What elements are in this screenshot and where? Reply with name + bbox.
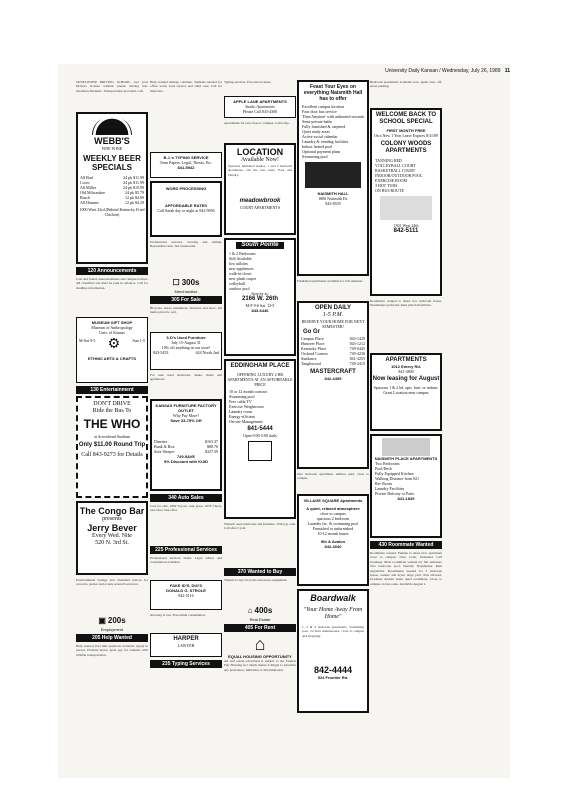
classified-text: Help wanted listings continue. Students needed for office work, food service and child care. Call for interview. (150, 80, 222, 93)
item-name: Coors (80, 180, 90, 185)
congo-line3: Every Wed. Nite (92, 533, 132, 539)
eho-text: EQUAL HOUSING OPPORTUNITY (228, 654, 292, 659)
who-line1: DON'T DRIVE (93, 401, 131, 407)
item-name: All Miller (80, 185, 97, 190)
classified-text: One bedroom apartment, utilities paid, close to campus. (297, 472, 369, 481)
list-item: BASKETBALL COURT (375, 168, 416, 173)
colony-phone: 842-5111 (393, 228, 419, 234)
item-name: All Hamms (80, 200, 99, 205)
classified-text: Cars for sale. 1982 Toyota, runs great. 1978 Chevy, new tires, best offer. (150, 504, 222, 513)
boardwalk-line1: "Your Home Away From Home" (303, 607, 363, 620)
open-daily-title: OPEN DAILY (314, 305, 352, 311)
congo-line2: Jerry Bever (87, 523, 137, 533)
harper-ad (150, 633, 222, 657)
congo-title: The Congo Bar (79, 506, 145, 516)
kf-phone: 749-5AVE (176, 454, 196, 459)
column-4 (297, 80, 369, 716)
item-value: 843-1429 (349, 336, 365, 341)
list-item: Fully furnished & carpeted (302, 124, 346, 129)
column-2 (150, 80, 222, 670)
kf-footer: 5% Discount with KUID (163, 459, 208, 464)
list-item: Semi-private baths (302, 119, 333, 124)
village-line1: A quiet, relaxed atmosphere (306, 506, 360, 511)
list-item: Active social calendar (302, 134, 338, 139)
furniture-phone: 843-5453 (153, 350, 169, 355)
furniture-ad (150, 332, 222, 370)
merchandise-section-header (150, 278, 222, 287)
list-item: Laundry room (229, 409, 252, 414)
house-icon: ⌂ (247, 606, 253, 615)
list-item: Optional payment plans (302, 149, 341, 154)
list-item: Swimming pool (302, 154, 328, 159)
village-address: 9th & Avalon (320, 539, 346, 544)
classified-text: Wanted: used textbooks and furniture. Will pay cash. Call after 5 p.m. (224, 522, 296, 531)
museum-ad (76, 317, 148, 383)
harper-sub: LAWYER (177, 643, 195, 648)
item-value: $163.37 (205, 439, 218, 444)
classified-text: Professional services, tutoring and editing. Reasonable rates, fast turnaround. (150, 240, 222, 249)
naismith-place-title: NAISMITH PLACE APARTMENTS (374, 456, 438, 461)
apartments-ad (370, 353, 442, 431)
list-item: Fully Equipped Kitchen (375, 471, 414, 476)
apple-lane-line1: Studio Apartments (245, 104, 275, 109)
list-item: Energy efficient (229, 414, 255, 419)
column-1 (76, 80, 148, 704)
welcome-title: WELCOME BACK TO SCHOOL SPECIAL (375, 112, 437, 125)
list-item: outdoor pool (229, 286, 250, 291)
open-daily-hours: 1-5 P.M. (322, 312, 344, 318)
list-item: VOLLEYBALL COURT (375, 163, 416, 168)
item-value: 24 pk $10.99 (123, 185, 144, 190)
tag-icon: ☐ (172, 278, 180, 287)
classified-text: Professional services listed. Legal advice and consultation available. (150, 556, 222, 565)
page-header (300, 68, 510, 74)
apple-lane-ad (224, 96, 296, 118)
apartments-title: APARTMENTS (385, 357, 427, 363)
wp-line: Call Sarah day or night at 842-9056 (157, 208, 215, 213)
boardwalk-ad (297, 589, 369, 713)
list-item: Rec Room (375, 481, 392, 486)
bj-typing-ad (150, 152, 222, 178)
webbs-address: 1900 West 23rd (Behind Kentucky Fried Chicken) (79, 207, 145, 217)
location-ad (224, 143, 296, 235)
eddingham-ad (224, 359, 296, 519)
word-processing-ad (150, 181, 222, 237)
item-value: 12 pk $4.29 (125, 200, 144, 205)
item-name: Hanover Place (301, 341, 325, 346)
item-value: 749-0445 (349, 346, 365, 351)
item-name: Tanglewood (301, 361, 321, 366)
museum-footer: ETHNIC ARTS & CRAFTS (87, 356, 137, 361)
naismith-hall-ad (297, 80, 369, 276)
classified-text: All real estate advertised is subject to the Federal Fair Housing Act which makes it illegal to advertise any preference, limitation or discrimination. (224, 659, 296, 672)
furniture-title: 3-D's Used Furniture (166, 335, 206, 340)
boardwalk-address: 524 Frontier Rd. (317, 675, 349, 680)
typing-title: B.J.'s TYPING SERVICE (163, 155, 209, 160)
southpointe-items (226, 251, 294, 291)
item-value: 749-4236 (349, 351, 365, 356)
list-item: 10 or 12 month contract (229, 389, 268, 394)
item-value: 24 pk $5.79 (125, 190, 144, 195)
list-item: INDOOR/OUTDOOR POOL (375, 173, 423, 178)
item-value: $327.39 (205, 449, 218, 454)
boardwalk-body: 1, 2 & 3 bedroom apartments. Swimming pool, 24 hour maintenance, close to campus and shopping. (302, 625, 364, 638)
who-line6: Call 843-9273 for Details (81, 452, 143, 458)
apartments-line3: Great Location near campus (383, 390, 429, 395)
employment-sub: Employment (100, 627, 124, 632)
sp-address: 2166 W. 26th (241, 296, 279, 302)
classified-text: Help wanted. Part time positions available. Apply in person. Flexible hours, great pay for students with reliable transportation. (76, 644, 148, 657)
help-wanted-bar: 205 Help Wanted (76, 634, 148, 642)
list-item: On-site Management (229, 419, 263, 424)
apple-lane-line2: Please Call 843-4300 (242, 109, 278, 114)
list-item: 3 HOT TUBS (375, 183, 398, 188)
who-line5: Only $11.00 Round Trip (78, 442, 146, 448)
item-value: 749-2415 (349, 361, 365, 366)
eddingham-hours: Open 9:00-5:00 daily (242, 433, 278, 438)
naismith-place-ad (370, 434, 442, 538)
museum-line1: Museum of Anthropology (91, 325, 133, 330)
briefcase-icon: ▣ (98, 616, 106, 625)
museum-hours-right: Sun 1-5 (132, 338, 145, 343)
typing-bar: 235 Typing Services (150, 660, 222, 668)
open-daily-ad (297, 301, 369, 469)
kf-title: KANSAS FURNITURE FACTORY OUTLET (155, 403, 217, 413)
webbs-tagline: FINE WINE (101, 146, 123, 151)
for-rent-bar: 405 For Rent (224, 624, 296, 632)
naismith-place-items (372, 461, 440, 496)
list-item: new appliances (229, 266, 254, 271)
location-title: LOCATION (236, 147, 284, 157)
harper-title: HARPER (173, 636, 199, 642)
list-item: Excellent campus location (302, 104, 345, 109)
fake-ids-ad (150, 580, 222, 610)
item-value: $88.76 (207, 444, 218, 449)
eddingham-subtitle: OFFERING LUXURY 2 BR APARTMENTS AT AN AFFORDABLE PRICE (227, 372, 293, 387)
list-item: Still Available (229, 256, 252, 261)
item-name: Old Milwaukee (80, 190, 105, 195)
classified-text: Roommate wanted. Female to share nice apartment close to campus. Own room, furnished. Call evenings. Male roommate wanted for fall semester. Two bedroom, pool, laundry. Nonsmoker. Rent negotiable. Roommates needed for 3 bedroom house, washer and dryer, large yard. Pets allowed. Graduate student seeks quiet roommate. Close to campus on bus route. Available August 1. (370, 551, 442, 586)
header-text: University Daily Kansan / Wednesday, July 26, 1989 (385, 68, 501, 74)
list-item: new plush carpet (229, 276, 257, 281)
webbs-items (78, 175, 146, 205)
welcome-line2: On a New 1 Year Lease Expires 8/31/89 (373, 133, 439, 138)
column-5 (370, 80, 442, 751)
boardwalk-title: Boardwalk (310, 593, 356, 603)
furniture-address: 624 North 2nd (195, 350, 219, 355)
naismith-place-graphic (382, 438, 430, 456)
list-item: ON BUS ROUTE (375, 188, 404, 193)
item-value: 24 pk $11.99 (123, 175, 144, 180)
apartments-phone: 841-3800 (398, 369, 414, 374)
auto-parts-bar: 340 Auto Sales (150, 494, 222, 502)
announcements-bar: 120 Announcements (76, 267, 148, 275)
congo-line1: presents (102, 516, 122, 522)
congo-ad (76, 501, 148, 575)
list-item: volleyball (229, 281, 245, 286)
merch-sub: Merchandise (174, 289, 198, 294)
who-line4: at Arrowhead Stadium (94, 434, 130, 439)
classified-text: Typing services. Fast and accurate. (224, 80, 272, 84)
classified-text: Bedroom apartments available now. Quiet area, off-street parking. (370, 80, 442, 89)
colony-woods-ad (370, 108, 442, 296)
real-estate-sub: Real Estate (249, 617, 271, 622)
list-item: Two Bedrooms (375, 461, 400, 466)
webbs-title: WEEKLY BEER SPECIALS (83, 154, 141, 172)
village-line4: Laundry fac. & swimming pool (307, 521, 359, 526)
list-item: 'Dine Anytime' with unlimited seconds (302, 114, 365, 119)
village-line5: Furnished or unfurnished (312, 526, 354, 531)
who-line3: THE WHO (83, 417, 141, 431)
welcome-line1: FIRST MONTH FREE (386, 128, 426, 133)
village-line3: spacious 2 bedroom (317, 516, 349, 521)
open-daily-line: RESERVE YOUR HOME FOR NEXT SEMESTER! (301, 319, 365, 329)
list-item: Swimming pool (229, 394, 255, 399)
list-item: Laundry Facilities (375, 486, 405, 491)
museum-title: MUSEUM GIFT SHOP (91, 320, 133, 325)
village-phone: 842-3040 (324, 544, 342, 549)
building-icon (248, 441, 272, 461)
page-number: 11 (504, 68, 510, 74)
building-illustration (380, 196, 432, 220)
sp-line1: Stop by at: (251, 291, 269, 296)
real-estate-head: 400s (254, 606, 273, 615)
mask-icon: ⚙ (107, 337, 121, 352)
classified-text: SUNFLOWER DRIVING SCHOOL. Get your Driver's license without parent driving test. Attention Students: Transportation provided. Call. (76, 80, 148, 93)
classified-text: Entertainment listings and classified notices for concerts, parties and events around Lawrence. (76, 578, 148, 587)
webbs-ad (76, 112, 148, 264)
merch-head: 300s (181, 278, 200, 287)
list-item: Four door bus service (302, 109, 337, 114)
column-3 (224, 80, 296, 719)
item-name: Bunk & Box (154, 444, 175, 449)
item-name: All Bud (80, 175, 93, 180)
classified-text: Bicycles, stereo equipment, furniture and more. All items priced to sell. (150, 306, 222, 315)
list-item: Free cable TV (229, 399, 252, 404)
roommate-bar: 430 Roommate Wanted (370, 541, 442, 549)
item-name: Busch (80, 195, 90, 200)
list-item: Quiet study areas (302, 129, 330, 134)
kansas-furniture-ad (150, 399, 222, 491)
item-name: Sofa Sleeper (154, 449, 175, 454)
who-line2: Ride the Bus To (92, 408, 132, 414)
furniture-line1: July 15-August 31 (171, 340, 201, 345)
village-square-ad (297, 494, 369, 586)
go-gr-text: Go Gr (303, 329, 321, 335)
museum-line2: Univ. of Kansas (99, 330, 125, 335)
colony-address: 1301 West 24th (393, 223, 419, 228)
village-line6: 10-12 month leases (317, 531, 349, 536)
item-value: 843-1212 (349, 341, 365, 346)
list-item: TANNING BED (375, 158, 402, 163)
list-item: Exercise Weightroom (229, 404, 264, 409)
naismith-phone: 843-8559 (325, 201, 341, 206)
colony-woods-items (372, 158, 440, 193)
location-footer: COURT APARTMENTS (239, 205, 281, 210)
item-value: 841-3255 (349, 356, 365, 361)
typing-line: Term Papers, Legal, Theses, Etc. (159, 160, 213, 165)
mastercraft-name: MASTERCRAFT (310, 369, 356, 375)
item-name: Campus Place (301, 336, 324, 341)
classified-text: Lost and found, announcements and campus notices. All classified ads must be paid in advance. Call for deadline information. (76, 277, 148, 290)
entertainment-bar: 130 Entertainment (76, 386, 148, 394)
kf-items (152, 439, 220, 454)
colony-woods-brand: COLONY WOODS APARTMENTS (380, 141, 432, 154)
fake-ids-phone: 842-5116 (178, 593, 194, 598)
list-item: EXERCISE ROOM (375, 178, 408, 183)
list-item: Pool/Deck (375, 466, 392, 471)
location-body: Spacious furnished studios, 1 and 2 bedroom apartments. On the bus route. Pool and laundry. (228, 164, 292, 177)
boardwalk-phone: 842-4444 (313, 665, 353, 675)
museum-hours-left: M-Sat 9-5 (79, 338, 96, 343)
employment-section-header (76, 616, 148, 625)
feast-items (299, 104, 367, 159)
employment-head: 200s (107, 616, 126, 625)
item-name: Dinettes (154, 439, 168, 444)
classified-text: Roommate wanted to share two bedroom house. Nonsmoker preferred. Rent plus half utilities. (370, 299, 442, 308)
classified-text: For sale: used textbooks, desks, chairs and appliances. (150, 373, 222, 382)
feast-title: Feast Your Eyes on everything Naismith Hall has to offer (303, 84, 363, 102)
item-value: 24 pk $11.99 (123, 180, 144, 185)
list-item: low utilities (229, 261, 248, 266)
list-item: Walking Distance from KU (375, 476, 419, 481)
classified-text: Attorney at law. Free initial consultation. (150, 613, 206, 617)
eddingham-phone: 841-5444 (247, 426, 273, 432)
southpointe-ad (224, 238, 296, 356)
southpointe-logo: South Pointe (236, 242, 284, 249)
item-name: Orchard Corners (301, 351, 328, 356)
webbs-logo: WEBB'S (94, 136, 130, 146)
naismith-building-graphic (305, 162, 361, 188)
equal-housing-icon: ⌂ (254, 634, 266, 654)
kf-line2: Save 33-75% Off (170, 418, 202, 423)
sp-hours: M-F 9-6 Sat. 12-5 (245, 303, 275, 308)
rent-bar: 370 Wanted to Buy (224, 568, 296, 576)
typing-phone: 841-5942 (177, 165, 195, 170)
classified-text: Furnished apartments available for fall semester. (297, 279, 363, 283)
sp-phone: 843-6446 (251, 308, 269, 313)
wp-subtitle: AFFORDABLE RATES (165, 203, 207, 208)
list-item: Indoor heated pool (302, 144, 333, 149)
apartments-line1: Now leasing for August (372, 376, 440, 382)
mastercraft-phone: 842-4455 (324, 376, 342, 381)
price-row (78, 200, 146, 205)
list-item: Laundry & vending facilities (302, 139, 349, 144)
eddingham-items (226, 389, 294, 424)
for-sale-bar: 305 For Sale (150, 296, 222, 304)
naismith-logo: NAISMITH HALL (317, 191, 349, 196)
village-line2: close to campus (320, 511, 346, 516)
kf-line1: Why Pay More? (172, 413, 200, 418)
list-item: walk-in closet (229, 271, 252, 276)
item-name: Sundance (301, 356, 317, 361)
fake-ids-title: FAKE ID'S, DUI'S (169, 583, 203, 588)
item-value: 12 pk $4.69 (125, 195, 144, 200)
address-list (299, 336, 367, 366)
webbs-logo-graphic (92, 117, 132, 135)
apple-lane-title: APPLE LANE APARTMENTS (233, 99, 287, 104)
classified-text: Apartments for rent close to campus. Call today. (224, 121, 290, 125)
location-brand: meadowbrook (239, 198, 281, 204)
list-item: Private Balcony or Patio (375, 491, 415, 496)
naismith-place-phone: 841-1835 (397, 496, 415, 501)
wp-title: WORD PROCESSING (165, 186, 207, 191)
eddingham-title: EDDINGHAM PLACE (230, 363, 290, 369)
who-ad (76, 396, 148, 498)
furniture-line2: 10% off anything in our store! (161, 345, 211, 350)
village-title: VILLAGE SQUARE Apartments (303, 498, 363, 503)
price-row (299, 361, 367, 366)
fake-ids-name: DONALD G. STROLE (166, 588, 206, 593)
professional-bar: 225 Professional Services (150, 546, 222, 554)
list-item: 1 & 2 Bedrooms (229, 251, 256, 256)
apartments-address: 1012 Emery Rd. (391, 364, 421, 369)
congo-line4: 520 N. 3rd St. (95, 540, 129, 546)
classified-text: Wanted to buy: bicycles and stereo equipment. (224, 578, 288, 582)
real-estate-section-header (224, 606, 296, 615)
location-line1: Available Now! (240, 157, 280, 163)
apartments-line2: Spacious 1 & 2 bd. apts. furn. or unfurn. (373, 385, 439, 390)
naismith-address: 1800 Naismith Dr. (318, 196, 348, 201)
item-name: Kentucky Place (301, 346, 327, 351)
